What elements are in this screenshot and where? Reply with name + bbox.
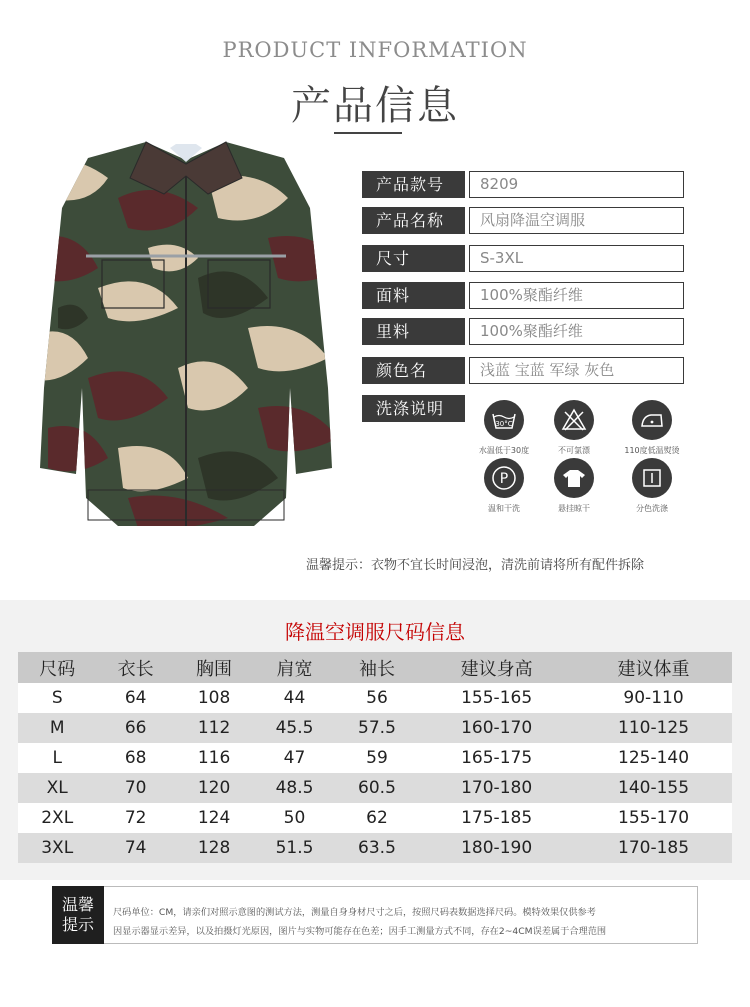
table-cell: 90-110	[575, 683, 732, 713]
info-row-color	[362, 357, 684, 384]
column-header: 肩宽	[253, 652, 335, 683]
table-cell: 59	[336, 743, 418, 773]
note-tag-line2: 提示	[61, 915, 94, 934]
table-cell: 60.5	[336, 773, 418, 803]
table-cell: L	[18, 743, 96, 773]
info-row-style	[362, 171, 684, 198]
table-row	[18, 713, 732, 743]
table-cell: M	[18, 713, 96, 743]
info-value: 风扇降温空调服	[469, 207, 684, 234]
table-cell: 112	[175, 713, 253, 743]
iron-110-icon	[632, 400, 672, 440]
title-en: PRODUCT INFORMATION	[222, 38, 528, 62]
size-chart-title: 降温空调服尺码信息	[285, 620, 465, 644]
wash-label: 悬挂晾干	[558, 504, 590, 513]
table-cell: 170-180	[418, 773, 575, 803]
hang-dry-icon	[554, 458, 594, 498]
table-cell: 116	[175, 743, 253, 773]
dry-clean-glyph: P	[499, 471, 509, 487]
column-header: 建议体重	[575, 652, 732, 683]
wash-label: 110度低温熨烫	[624, 446, 680, 455]
wash-item	[469, 458, 539, 514]
table-cell: 66	[96, 713, 174, 743]
note-line-1: 尺码单位：CM，请亲们对照示意图的测试方法，测量自身身材尺寸之后，按照尺码表数据选择尺码。模特效果仅供参考	[113, 907, 596, 918]
jacket-image	[28, 138, 344, 528]
wash-label: 分色洗涤	[636, 504, 668, 513]
table-cell: 47	[253, 743, 335, 773]
title-underline	[334, 132, 402, 134]
column-header: 衣长	[96, 652, 174, 683]
info-row-fabric	[362, 282, 684, 309]
wash-label: 不可氯漂	[558, 446, 590, 455]
table-cell: 70	[96, 773, 174, 803]
note-line-2: 因显示器显示差异，以及拍摄灯光原因，图片与实物可能存在色差；因手工测量方式不同，存在2~4CM误差属于合理范围	[113, 926, 607, 937]
table-cell: 45.5	[253, 713, 335, 743]
info-value: S-3XL	[469, 245, 684, 272]
table-cell: 124	[175, 803, 253, 833]
info-label: 产品名称	[362, 207, 465, 234]
table-cell: 180-190	[418, 833, 575, 863]
table-cell: 155-165	[418, 683, 575, 713]
size-table	[18, 652, 732, 863]
table-cell: 110-125	[575, 713, 732, 743]
info-value: 浅蓝 宝蓝 军绿 灰色	[469, 357, 684, 384]
table-row	[18, 683, 732, 713]
table-row	[18, 833, 732, 863]
care-tip: 温馨提示：衣物不宜长时间浸泡，清洗前请将所有配件拆除	[306, 558, 645, 573]
table-cell: 72	[96, 803, 174, 833]
wash-item	[617, 458, 687, 514]
table-cell: 120	[175, 773, 253, 803]
column-header: 袖长	[336, 652, 418, 683]
table-row	[18, 743, 732, 773]
wash-temp-glyph: 30°C	[495, 420, 513, 428]
table-cell: S	[18, 683, 96, 713]
table-cell: 50	[253, 803, 335, 833]
table-cell: 56	[336, 683, 418, 713]
table-cell: 74	[96, 833, 174, 863]
table-header-row	[18, 652, 732, 683]
table-row	[18, 803, 732, 833]
table-cell: 62	[336, 803, 418, 833]
info-row-wash	[362, 395, 465, 422]
info-row-lining	[362, 318, 684, 345]
info-value: 100%聚酯纤维	[469, 282, 684, 309]
table-cell: 63.5	[336, 833, 418, 863]
table-cell: 128	[175, 833, 253, 863]
table-cell: 48.5	[253, 773, 335, 803]
dry-clean-icon	[484, 458, 524, 498]
table-cell: 2XL	[18, 803, 96, 833]
table-cell: XL	[18, 773, 96, 803]
wash-30-icon	[484, 400, 524, 440]
table-cell: 3XL	[18, 833, 96, 863]
info-label: 里料	[362, 318, 465, 345]
info-label: 产品款号	[362, 171, 465, 198]
info-label: 尺寸	[362, 245, 465, 272]
info-row-name	[362, 207, 684, 234]
table-cell: 51.5	[253, 833, 335, 863]
table-cell: 68	[96, 743, 174, 773]
wash-label: 温和干洗	[488, 504, 520, 513]
column-header: 建议身高	[418, 652, 575, 683]
wash-item	[617, 400, 687, 456]
table-cell: 175-185	[418, 803, 575, 833]
table-cell: 155-170	[575, 803, 732, 833]
info-value: 8209	[469, 171, 684, 198]
info-row-size	[362, 245, 684, 272]
column-header: 胸围	[175, 652, 253, 683]
info-label: 洗涤说明	[362, 395, 465, 422]
table-cell: 140-155	[575, 773, 732, 803]
table-cell: 160-170	[418, 713, 575, 743]
info-label: 面料	[362, 282, 465, 309]
table-row	[18, 773, 732, 803]
table-cell: 64	[96, 683, 174, 713]
note-tag-line1: 温馨	[61, 895, 94, 914]
table-cell: 165-175	[418, 743, 575, 773]
info-value: 100%聚酯纤维	[469, 318, 684, 345]
wash-separately-icon	[632, 458, 672, 498]
column-header: 尺码	[18, 652, 96, 683]
wash-item	[469, 400, 539, 456]
table-cell: 170-185	[575, 833, 732, 863]
page-title: 产品信息	[291, 83, 459, 129]
table-cell: 44	[253, 683, 335, 713]
table-cell: 108	[175, 683, 253, 713]
wash-label: 水温低于30度	[478, 446, 530, 455]
no-bleach-icon	[554, 400, 594, 440]
wash-item	[539, 400, 609, 456]
note-tag	[52, 886, 104, 944]
info-label: 颜色名	[362, 357, 465, 384]
table-cell: 57.5	[336, 713, 418, 743]
table-cell: 125-140	[575, 743, 732, 773]
wash-item	[539, 458, 609, 514]
